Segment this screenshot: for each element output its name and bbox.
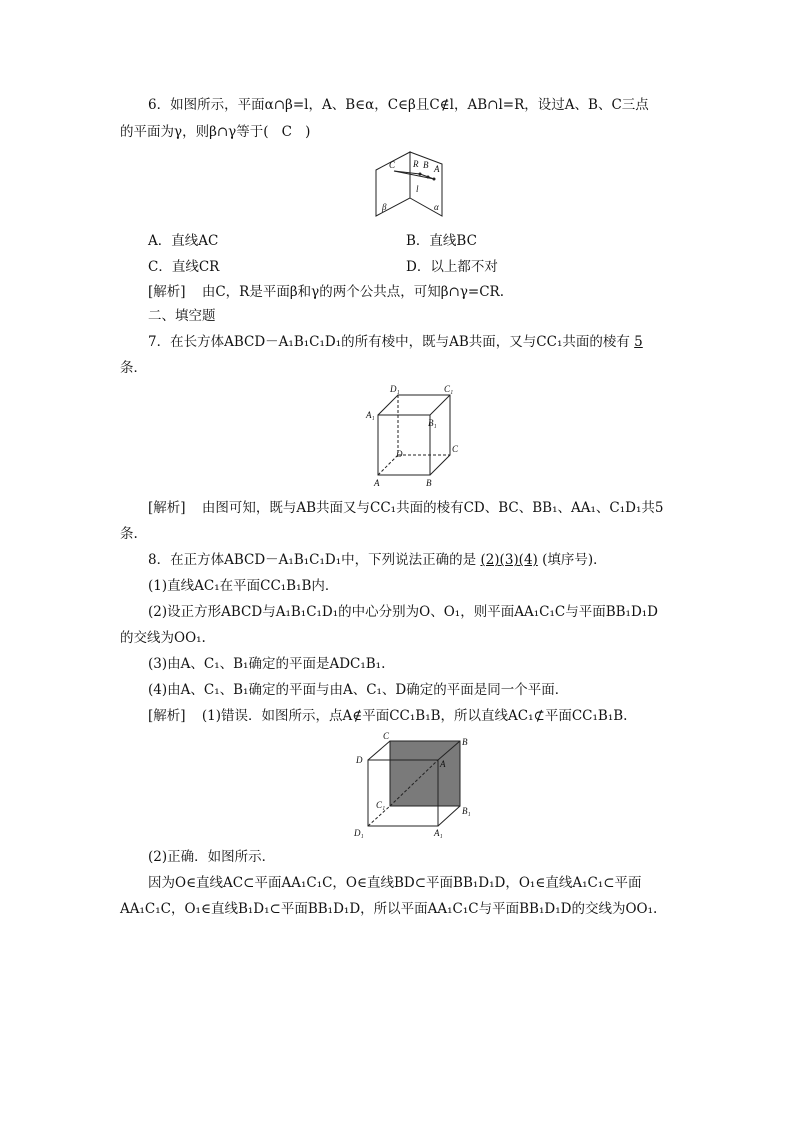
q8-figure xyxy=(350,730,480,840)
q7-analysis-tag: [解析] xyxy=(148,500,186,516)
q6-line1: 6．如图所示，平面α∩β=l，A、B∈α，C∈β且C∉l，AB∩l=R，设过A、B、C三点 xyxy=(148,97,649,113)
fig2-label-d: D xyxy=(396,449,403,459)
q6-option-c: C．直线CR xyxy=(148,259,220,275)
q6-line2 xyxy=(120,123,310,141)
q6-analysis xyxy=(148,283,504,301)
q6-analysis-text: 由C，R是平面β和γ的两个公共点，可知β∩γ=CR. xyxy=(201,284,504,300)
q6-figure xyxy=(372,150,448,224)
q8-statement-4: (4)由A、C₁、B₁确定的平面与由A、C₁、D确定的平面是同一个平面． xyxy=(148,682,569,698)
section-heading: 二、填空题 xyxy=(148,308,216,324)
q6-answer: C xyxy=(281,124,292,140)
q8-line1-a: 8．在正方体ABCD－A₁B₁C₁D₁中，下列说法正确的是 xyxy=(148,552,477,568)
q8-statement-1: (1)直线AC₁在平面CC₁B₁B内． xyxy=(148,578,339,594)
q6-line2-b: ) xyxy=(305,124,311,140)
fig1-label-r: R xyxy=(413,159,419,169)
fig3-label-b1: B₁ xyxy=(462,806,471,816)
fig1-label-l: l xyxy=(416,184,419,194)
fig2-label-d1: D₁ xyxy=(390,384,400,394)
q7-analysis1 xyxy=(148,499,663,517)
q7-line1-a: 7．在长方体ABCD－A₁B₁C₁D₁的所有棱中，既与AB共面，又与CC₁共面的棱有 xyxy=(148,334,630,350)
fig3-label-c1: C₁ xyxy=(376,800,386,810)
fig3-label-d: D xyxy=(356,755,363,765)
q8-answer: (2)(3)(4) xyxy=(480,552,538,568)
q8-statement-2a: (2)设正方形ABCD与A₁B₁C₁D₁的中心分别为O、O₁，则平面AA₁C₁C与平面BB₁D₁D xyxy=(148,604,659,620)
q8-analysis2: (2)正确．如图所示． xyxy=(148,849,276,865)
q6-line2-a: 的平面为γ，则β∩γ等于( xyxy=(120,124,269,140)
fig2-label-b1: B₁ xyxy=(428,418,437,428)
fig3-label-b: B xyxy=(462,737,468,747)
q7-line2: 条． xyxy=(120,360,147,376)
fig2-label-c1: C₁ xyxy=(444,384,454,394)
q8-line1-b: (填序号)． xyxy=(542,552,607,568)
fig3-label-a: A xyxy=(440,759,446,769)
fig2-label-a1: A₁ xyxy=(366,410,375,420)
fig3-label-a1: A₁ xyxy=(434,828,443,838)
fig3-label-d1: D₁ xyxy=(354,828,364,838)
fig2-label-a: A xyxy=(374,478,380,488)
q8-analysis1 xyxy=(148,707,627,725)
q7-analysis-text1: 由图可知，既与AB共面又与CC₁共面的棱有CD、BC、BB₁、AA₁、C₁D₁共5 xyxy=(201,500,664,516)
q6-option-a: A．直线AC xyxy=(148,233,219,249)
q8-statement-2b: 的交线为OO₁. xyxy=(120,630,206,646)
fig2-label-c: C xyxy=(452,444,459,454)
q6-analysis-tag: [解析] xyxy=(148,284,186,300)
q8-analysis-text1: (1)错误．如图所示，点A∉平面CC₁B₁B，所以直线AC₁⊄平面CC₁B₁B. xyxy=(201,708,628,724)
q7-answer: 5 xyxy=(634,334,643,350)
q7-figure xyxy=(360,380,470,490)
q8-analysis4: AA₁C₁C，O₁∈直线B₁D₁⊂平面BB₁D₁D，所以平面AA₁C₁C与平面BB₁D₁D的交线为OO₁. xyxy=(120,901,658,917)
fig1-label-c: C xyxy=(389,160,396,170)
fig2-label-b: B xyxy=(426,478,432,488)
q7-line1 xyxy=(148,333,658,351)
q8-line1 xyxy=(148,551,607,569)
q7-analysis2: 条. xyxy=(120,526,138,542)
fig1-label-b: B xyxy=(423,160,429,170)
fig3-label-c: C xyxy=(383,731,390,741)
q8-analysis3: 因为O∈直线AC⊂平面AA₁C₁C，O∈直线BD⊂平面BB₁D₁D，O₁∈直线A₁C₁⊂平面 xyxy=(148,875,642,891)
q6-option-d: D．以上都不对 xyxy=(406,259,498,275)
fig1-label-a: A xyxy=(434,164,440,174)
q8-analysis-tag: [解析] xyxy=(148,708,186,724)
q6-option-b: B．直线BC xyxy=(406,233,477,249)
q8-statement-3: (3)由A、C₁、B₁确定的平面是ADC₁B₁. xyxy=(148,656,386,672)
fig1-label-alpha: α xyxy=(434,202,439,212)
fig1-label-beta: β xyxy=(382,202,387,212)
